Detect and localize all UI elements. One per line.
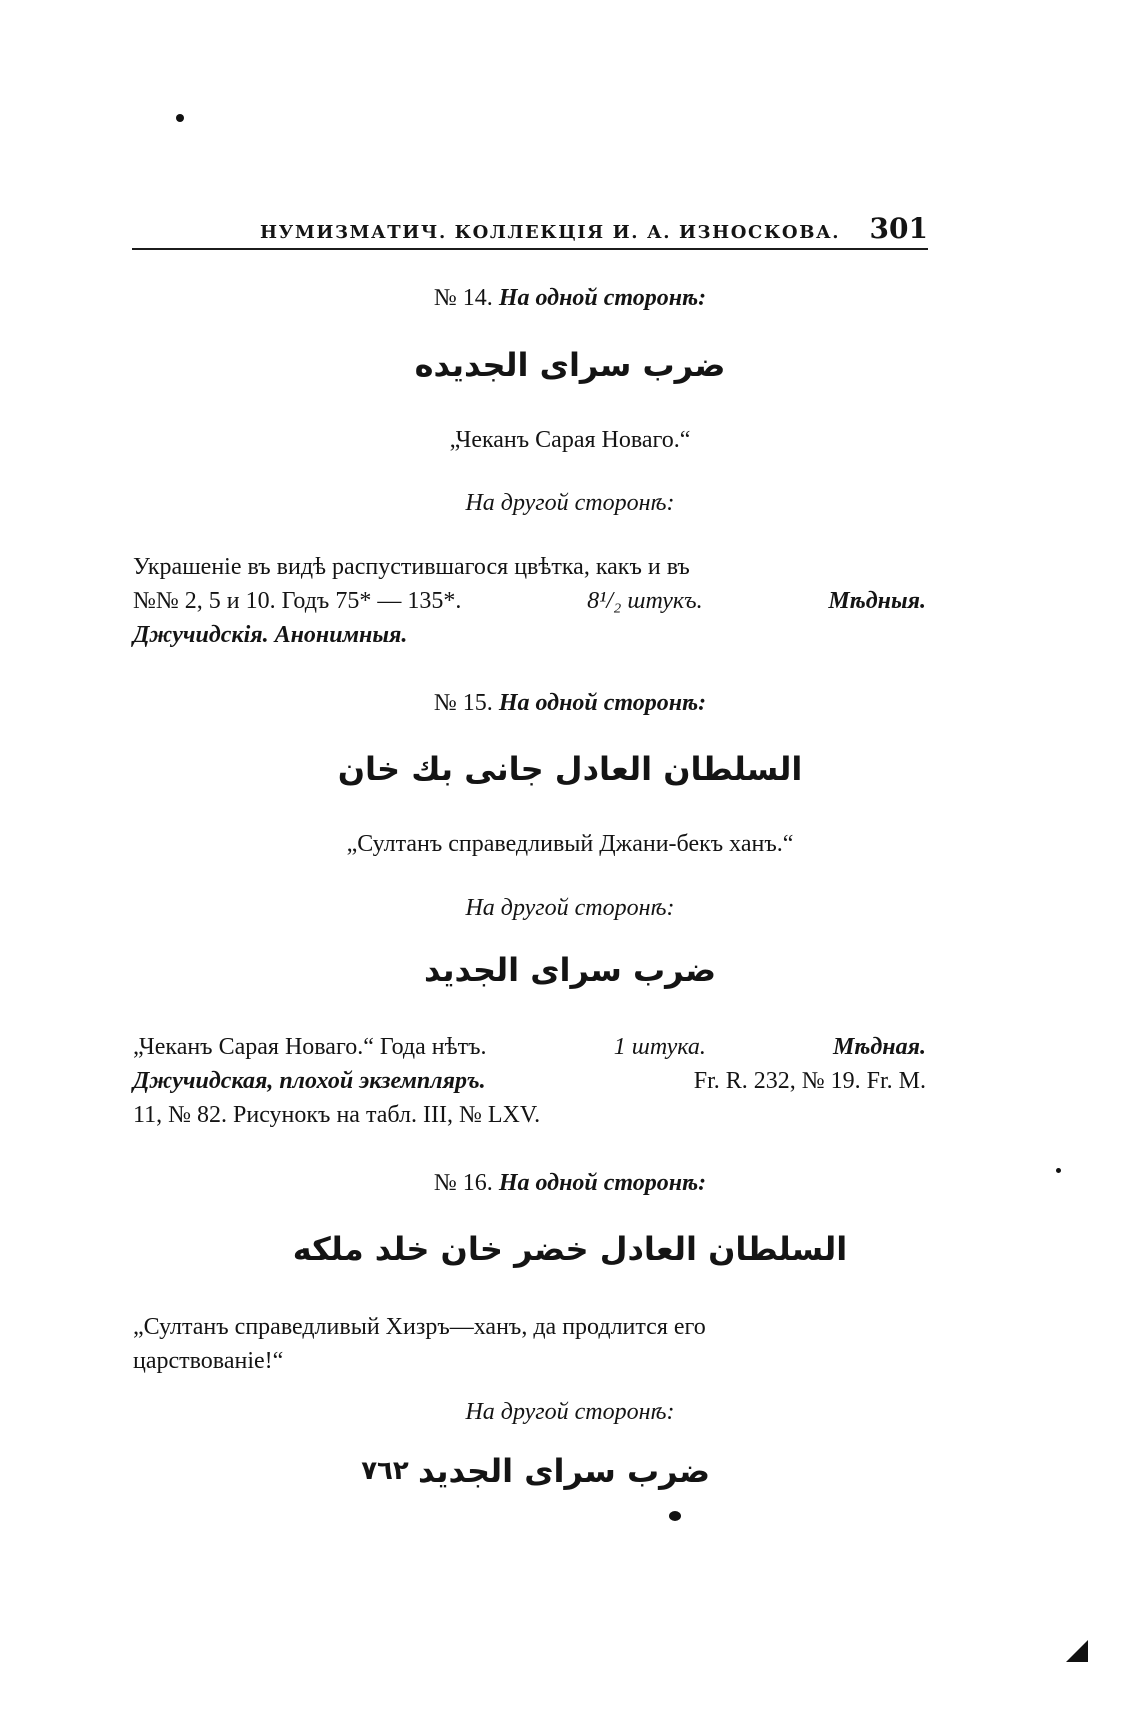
description-text: „Чеканъ Сарая Новаго.“ Года нѣтъ. [133, 1034, 487, 1060]
entry-16-reverse-label: На другой сторонѣ: [465, 1399, 675, 1425]
obverse-label: На одной сторонѣ: [498, 690, 707, 716]
entry-16-arabic-legend: السلطان العادل خضر خان خلد ملكه [292, 1230, 848, 1268]
entry-number: № 15. [433, 690, 493, 716]
entry-14-arabic-legend: ضرب سراى الجديده [414, 346, 726, 384]
description-line [133, 618, 926, 652]
reference-text: Fr. R. 232, № 19. Fr. M. [693, 1068, 926, 1094]
description-text: Украшеніе въ видѣ распустившагося цвѣтка, какъ и въ [133, 554, 690, 580]
entry-15-description [133, 1030, 926, 1132]
entry-15-reverse-arabic: ضرب سراى الجديد [424, 951, 716, 989]
scan-speck [176, 114, 184, 122]
description-line [133, 1098, 926, 1132]
description-text: №№ 2, 5 и 10. Годъ 75* — 135*. [133, 588, 462, 614]
description-line [133, 1064, 926, 1098]
page-header [132, 210, 932, 250]
entry-15-reverse-label: На другой сторонѣ: [465, 895, 675, 921]
scan-speck [1056, 1168, 1061, 1173]
entry-15-translation: „Султанъ справедливый Джани-бекъ ханъ.“ [346, 831, 794, 857]
entry-16-reverse-arabic: ضرب سراى الجديد [418, 1452, 710, 1490]
description-line [133, 1030, 926, 1064]
translation-text: царствованіе!“ [133, 1348, 284, 1374]
obverse-label: На одной сторонѣ: [498, 285, 707, 311]
entry-number: № 14. [433, 285, 493, 311]
entry-14-reverse-label: На другой сторонѣ: [465, 490, 675, 516]
translation-line [133, 1344, 926, 1378]
coin-material: Мѣдныя. [828, 588, 926, 614]
description-line [133, 550, 926, 584]
coin-dynasty: Джучидскія. Анонимныя. [133, 622, 408, 648]
reference-text: 11, № 82. Рисунокъ на табл. III, № LXV. [133, 1102, 541, 1128]
translation-line [133, 1310, 926, 1344]
entry-16-heading [0, 1168, 1140, 1198]
coin-count: 8¹/₂ штукъ. [587, 588, 703, 614]
entry-15-heading [0, 688, 1140, 718]
entry-16-reverse-year: ٧٦٢ [361, 1456, 409, 1486]
entry-14-heading [0, 283, 1140, 313]
coin-count: 1 штука. [613, 1034, 706, 1060]
obverse-label: На одной сторонѣ: [498, 1170, 707, 1196]
scan-corner-mark [1066, 1640, 1088, 1662]
entry-16-translation [133, 1310, 926, 1378]
entry-14-translation: „Чеканъ Сарая Новаго.“ [449, 427, 691, 453]
page-number: 301 [869, 212, 928, 245]
entry-15-arabic-legend: السلطان العادل جانى بك خان [337, 750, 803, 788]
entry-number: № 16. [433, 1170, 493, 1196]
coin-condition: Джучидская, плохой экземпляръ. [133, 1068, 486, 1094]
translation-text: „Султанъ справедливый Хизръ—ханъ, да продлится его [133, 1314, 706, 1340]
scan-speck [669, 1511, 681, 1521]
description-line [133, 584, 926, 618]
entry-14-description [133, 550, 926, 652]
header-rule [132, 248, 928, 250]
running-head: НУМИЗМАТИЧ. КОЛЛЕКЦІЯ И. А. ИЗНОСКОВА. [260, 222, 841, 243]
coin-material: Мѣдная. [833, 1034, 926, 1060]
